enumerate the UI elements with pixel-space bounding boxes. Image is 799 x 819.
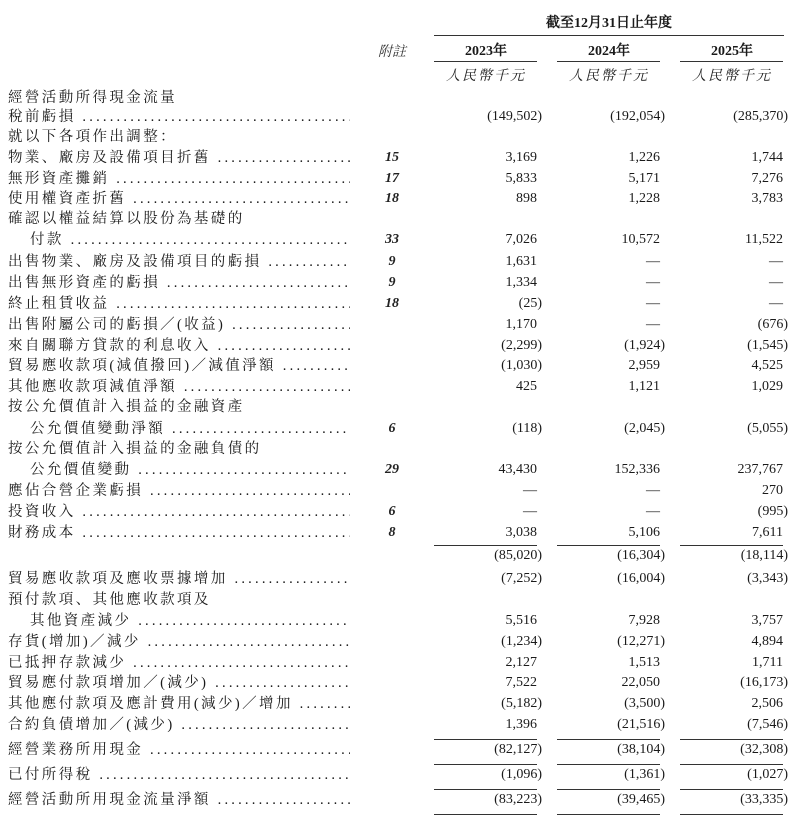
table-row — [0, 252, 799, 272]
subtotal-rule — [680, 545, 783, 546]
cell-2024: 1,226 — [628, 150, 660, 165]
cell-2024: (2,045) — [624, 421, 665, 436]
row-note: 6 — [388, 504, 396, 519]
row-label: 合約負債增加／(減少) ..... — [8, 715, 350, 735]
cell-2025: (16,173) — [740, 675, 788, 690]
cell-2025: 237,767 — [737, 462, 783, 477]
table-row — [0, 590, 799, 610]
cell-2025: 1,711 — [752, 655, 783, 670]
table-row — [0, 653, 799, 673]
cell-2023: 1,396 — [505, 717, 537, 732]
cell-2024: — — [646, 504, 660, 519]
row-label: 財務成本 ..... — [8, 523, 350, 543]
row-label: 存貨(增加)／減少 ..... — [8, 632, 350, 652]
table-row — [0, 419, 799, 439]
year-heading-2023: 2023年 — [465, 44, 507, 59]
cell-2023: — — [523, 504, 537, 519]
cell-2024: — — [646, 275, 660, 290]
year-rule-2025 — [680, 61, 783, 62]
cell-2023: (1,096) — [501, 767, 542, 782]
row-note: 6 — [388, 421, 396, 436]
row-label: 已抵押存款減少 ..... — [8, 653, 350, 673]
cell-2024: 1,121 — [628, 379, 660, 394]
row-note: 17 — [385, 171, 399, 186]
cell-2023: (85,020) — [494, 548, 542, 563]
table-row — [0, 230, 799, 250]
row-label: 無形資產攤銷 ..... — [8, 169, 350, 189]
table-row — [0, 673, 799, 693]
row-label: 公允價值變動 ..... — [30, 460, 350, 480]
cell-2024: (12,271) — [617, 634, 665, 649]
cell-2024: 2,959 — [628, 358, 660, 373]
cell-2024: (1,361) — [624, 767, 665, 782]
cell-2025: 1,744 — [751, 150, 783, 165]
cell-2025: — — [769, 296, 783, 311]
row-label: 其他應收款項減值淨額 ..... — [8, 377, 350, 397]
cell-2025: 1,029 — [751, 379, 783, 394]
table-row — [0, 740, 799, 760]
table-row — [0, 765, 799, 785]
row-label: 物業、廠房及設備項目折舊 ..... — [8, 148, 350, 168]
subtotal-rule — [434, 789, 537, 790]
table-row — [0, 377, 799, 397]
row-label: 貿易應收款項及應收票據增加 ..... — [8, 569, 350, 589]
cell-2023: (25) — [518, 296, 542, 311]
cell-2023: 3,038 — [505, 525, 537, 540]
table-row — [0, 611, 799, 631]
table-row — [0, 127, 799, 147]
unit-label-2025: 人民幣千元 — [692, 69, 772, 84]
row-note: 18 — [385, 191, 399, 206]
cell-2024: 5,171 — [628, 171, 660, 186]
table-row — [0, 481, 799, 501]
row-label: 公允價值變動淨額 ..... — [30, 419, 350, 439]
subtotal-rule — [557, 764, 660, 765]
unit-label-2024: 人民幣千元 — [569, 69, 649, 84]
subtotal-rule — [434, 545, 537, 546]
cell-2023: (2,299) — [501, 338, 542, 353]
table-row — [0, 209, 799, 229]
table-row — [0, 502, 799, 522]
row-label: 投資收入 ..... — [8, 502, 350, 522]
cell-2025: (33,335) — [740, 792, 788, 807]
cell-2023: (83,223) — [494, 792, 542, 807]
row-label: 出售無形資產的虧損 ..... — [8, 273, 350, 293]
cell-2025: 2,506 — [751, 696, 783, 711]
row-label: 貿易應付款項增加／(減少) ..... — [8, 673, 350, 693]
cell-2025: 11,522 — [745, 232, 783, 247]
cell-2023: 898 — [516, 191, 537, 206]
cell-2025: 4,525 — [751, 358, 783, 373]
cell-2024: (21,516) — [617, 717, 665, 732]
cell-2024: — — [646, 254, 660, 269]
cell-2025: (18,114) — [740, 548, 788, 563]
row-label: 經營活動所用現金流量淨額 ..... — [8, 790, 350, 810]
unit-label-2023: 人民幣千元 — [446, 69, 526, 84]
cell-2024: (16,004) — [617, 571, 665, 586]
cell-2023: 5,833 — [505, 171, 537, 186]
row-label: 來自關聯方貸款的利息收入 ..... — [8, 336, 350, 356]
cell-2024: 1,228 — [628, 191, 660, 206]
row-note: 15 — [385, 150, 399, 165]
subtotal-rule — [557, 545, 660, 546]
cell-2025: (1,027) — [747, 767, 788, 782]
cell-2024: 1,513 — [628, 655, 660, 670]
cell-2025: 3,783 — [751, 191, 783, 206]
table-row — [0, 569, 799, 589]
row-label: 其他資產減少 ..... — [30, 611, 350, 631]
table-row — [0, 189, 799, 209]
cell-2025: 3,757 — [751, 613, 783, 628]
row-label: 經營業務所用現金 ..... — [8, 740, 350, 760]
cell-2023: (1,234) — [501, 634, 542, 649]
table-row — [0, 790, 799, 810]
cell-2025: (3,343) — [747, 571, 788, 586]
subtotal-rule — [434, 814, 537, 815]
row-label: 終止租賃收益 ..... — [8, 294, 350, 314]
table-row — [0, 694, 799, 714]
row-note: 33 — [385, 232, 399, 247]
cell-2025: (1,545) — [747, 338, 788, 353]
row-label: 已付所得稅 ..... — [8, 765, 350, 785]
cell-2023: 2,127 — [505, 655, 537, 670]
table-row — [0, 88, 799, 108]
year-rule-2023 — [434, 61, 537, 62]
cell-2023: 7,026 — [505, 232, 537, 247]
cell-2025: — — [769, 254, 783, 269]
cell-2023: (7,252) — [501, 571, 542, 586]
table-row — [0, 336, 799, 356]
cell-2024: 152,336 — [614, 462, 660, 477]
table-row — [0, 439, 799, 459]
cell-2023: (5,182) — [501, 696, 542, 711]
row-label: 付款 ..... — [30, 230, 350, 250]
row-label: 就以下各項作出調整： — [8, 129, 177, 145]
cell-2023: (82,127) — [494, 742, 542, 757]
table-row — [0, 460, 799, 480]
period-rule — [434, 35, 784, 36]
cell-2023: (118) — [512, 421, 542, 436]
cell-2025: — — [769, 275, 783, 290]
subtotal-rule — [557, 814, 660, 815]
row-label: 稅前虧損 ..... — [8, 107, 350, 127]
cell-2025: (676) — [757, 317, 788, 332]
row-label: 預付款項、其他應收款項及 — [8, 592, 211, 608]
table-row — [0, 356, 799, 376]
cell-2024: 22,050 — [621, 675, 660, 690]
cell-2025: (32,308) — [740, 742, 788, 757]
row-label: 按公允價值計入損益的金融負債的 — [8, 441, 262, 457]
cell-2023: 1,170 — [505, 317, 537, 332]
cell-2025: 7,276 — [751, 171, 783, 186]
row-label: 貿易應收款項(減值撥回)／減值淨額 ..... — [8, 356, 350, 376]
subtotal-rule — [557, 739, 660, 740]
subtotal-rule — [680, 789, 783, 790]
cell-2024: 7,928 — [628, 613, 660, 628]
cell-2024: (16,304) — [617, 548, 665, 563]
cell-2025: (995) — [757, 504, 788, 519]
cell-2024: (1,924) — [624, 338, 665, 353]
cell-2024: — — [646, 317, 660, 332]
table-row — [0, 169, 799, 189]
row-note: 9 — [388, 275, 396, 290]
year-heading-2024: 2024年 — [588, 44, 630, 59]
cell-2025: 4,894 — [751, 634, 783, 649]
subtotal-rule — [557, 789, 660, 790]
cell-2024: (38,104) — [617, 742, 665, 757]
table-row — [0, 273, 799, 293]
row-label — [8, 546, 350, 566]
cell-2025: (285,370) — [733, 109, 788, 124]
cell-2024: — — [646, 296, 660, 311]
cell-2023: 1,334 — [505, 275, 537, 290]
table-row — [0, 546, 799, 566]
note-column-heading: 附註 — [378, 45, 406, 60]
table-row — [0, 715, 799, 735]
cell-2024: (192,054) — [610, 109, 665, 124]
cell-2025: 7,611 — [752, 525, 783, 540]
cell-2023: 5,516 — [505, 613, 537, 628]
cell-2024: 5,106 — [628, 525, 660, 540]
table-row — [0, 148, 799, 168]
cell-2023: 3,169 — [505, 150, 537, 165]
cell-2024: 10,572 — [621, 232, 660, 247]
subtotal-rule — [680, 739, 783, 740]
cell-2025: (7,546) — [747, 717, 788, 732]
cell-2024: — — [646, 483, 660, 498]
cell-2023: 1,631 — [505, 254, 537, 269]
row-note: 9 — [388, 254, 396, 269]
table-row — [0, 632, 799, 652]
row-label: 出售附屬公司的虧損／(收益) ..... — [8, 315, 350, 335]
cell-2023: 7,522 — [505, 675, 537, 690]
cell-2023: (149,502) — [487, 109, 542, 124]
row-label: 確認以權益結算以股份為基礎的 — [8, 211, 245, 227]
cell-2025: (5,055) — [747, 421, 788, 436]
subtotal-rule — [434, 764, 537, 765]
row-label: 使用權資產折舊 ..... — [8, 189, 350, 209]
year-rule-2024 — [557, 61, 660, 62]
row-label: 按公允價值計入損益的金融資產 — [8, 399, 245, 415]
subtotal-rule — [680, 764, 783, 765]
row-label: 出售物業、廠房及設備項目的虧損 ..... — [8, 252, 350, 272]
cell-2023: (1,030) — [501, 358, 542, 373]
row-label: 應佔合營企業虧損 ..... — [8, 481, 350, 501]
cell-2024: (3,500) — [624, 696, 665, 711]
table-row — [0, 397, 799, 417]
year-heading-2025: 2025年 — [711, 44, 753, 59]
cell-2023: 425 — [516, 379, 537, 394]
cell-2023: 43,430 — [498, 462, 537, 477]
cell-2023: — — [523, 483, 537, 498]
row-note: 8 — [388, 525, 396, 540]
row-note: 29 — [385, 462, 399, 477]
period-heading: 截至12月31日止年度 — [546, 16, 672, 31]
table-row — [0, 523, 799, 543]
table-row — [0, 107, 799, 127]
row-label: 經營活動所得現金流量 — [8, 90, 177, 106]
subtotal-rule — [680, 814, 783, 815]
table-row — [0, 315, 799, 335]
cell-2024: (39,465) — [617, 792, 665, 807]
subtotal-rule — [434, 739, 537, 740]
table-row — [0, 294, 799, 314]
row-label: 其他應付款項及應計費用(減少)／增加 ..... — [8, 694, 350, 714]
cell-2025: 270 — [762, 483, 783, 498]
row-note: 18 — [385, 296, 399, 311]
